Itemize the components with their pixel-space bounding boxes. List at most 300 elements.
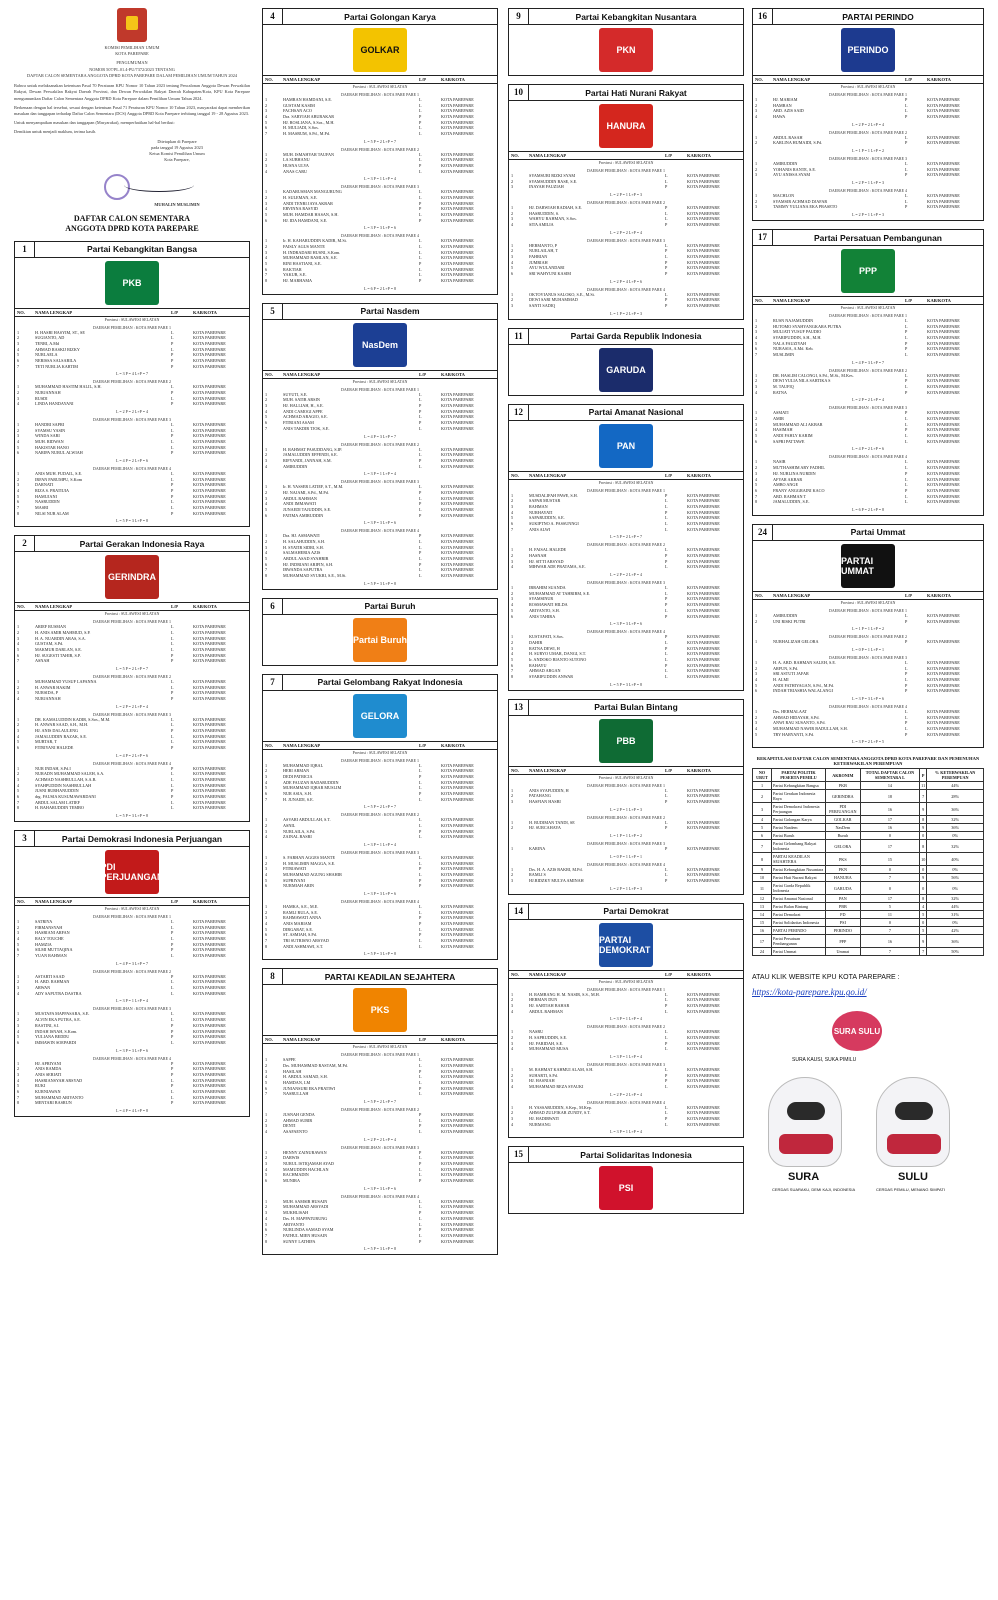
dapil-summary: L = 1 P = 1 L+P = 2 (852, 626, 884, 632)
candidate-name: ASMATI (773, 410, 789, 416)
candidate-name: IRWANDA SAPUTRA (283, 567, 323, 573)
candidate-city: KOTA PAREPARE (927, 639, 960, 645)
recap-cell: 0% (927, 866, 984, 874)
candidate-no: 6 (17, 450, 20, 456)
candidate-city: KOTA PAREPARE (927, 416, 960, 422)
candidate-name: ASTARTI SAAD (35, 973, 65, 979)
dapil-summary: L = 2 P = 2 L+P = 4 (116, 408, 148, 414)
candidate-no: 2 (511, 248, 514, 254)
party-logo-icon: NasDem (353, 323, 407, 367)
candidate-gender: L (665, 793, 668, 799)
candidate-gender: P (419, 489, 422, 495)
candidate-city: KOTA PAREPARE (193, 1094, 226, 1100)
dapil-label: DAERAH PEMILIHAN : KOTA PARE PARE 4 (828, 454, 908, 460)
recap-row (753, 895, 984, 903)
candidate-no: 6 (17, 947, 20, 953)
candidate-city: KOTA PAREPARE (441, 217, 474, 223)
candidate-name: HASIMAH (773, 427, 793, 433)
candidate-name: SILMI MUTTAQINA (35, 947, 73, 953)
candidate-name: RIFYANDI, JANNAH, S.M. (283, 457, 332, 463)
table-header (15, 602, 249, 611)
dapil-summary: L = 3 P = 1 L+P = 4 (610, 1016, 642, 1022)
candidate-no: 6 (17, 794, 20, 800)
candidate-gender: L (905, 725, 908, 731)
dapil-label: DAERAH PEMILIHAN : KOTA PARE PARE 1 (586, 487, 666, 493)
candidate-gender: P (665, 825, 668, 831)
party-slot (14, 830, 250, 1117)
candidate-row (263, 1178, 497, 1184)
candidate-gender: L (419, 1204, 422, 1210)
candidate-name: HUSNA ULVA (283, 163, 309, 169)
candidate-no: 3 (511, 216, 514, 222)
party-slot (262, 8, 498, 295)
candidate-city: KOTA PAREPARE (927, 682, 960, 688)
candidate-no: 2 (265, 397, 268, 403)
candidate-no: 3 (511, 1116, 514, 1121)
candidate-gender: L (419, 926, 422, 932)
recap-row (753, 816, 984, 824)
candidate-no: 2 (17, 389, 20, 395)
candidate-row (263, 883, 497, 889)
table-header (509, 471, 743, 480)
col-city: KAB/KOTA (687, 767, 711, 773)
party-block (508, 903, 744, 1139)
dapil-summary: L = 4 P = 3 L+P = 7 (364, 433, 396, 439)
dapil-summary: L = 0 P = 1 L+P = 1 (610, 853, 642, 859)
candidate-name: NURJANNAH (35, 696, 61, 702)
candidate-gender: L (171, 470, 174, 476)
candidate-no: 3 (265, 163, 268, 169)
dapil-label: DAERAH PEMILIHAN : KOTA PARE PARE 2 (586, 200, 666, 206)
candidate-no: 5 (17, 788, 20, 794)
candidate-name: NURUL ISTIQAMAH AYAD (283, 1161, 334, 1167)
candidate-name: MUSLIMIN (773, 352, 795, 358)
candidate-gender: P (171, 652, 174, 658)
candidate-city: KOTA PAREPARE (193, 799, 226, 805)
candidate-city: KOTA PAREPARE (687, 303, 720, 309)
candidate-city: KOTA PAREPARE (441, 1232, 474, 1238)
candidate-name: HAMRAN HAMDANI, S.E. (283, 97, 332, 102)
candidate-name: NURJANNAH (35, 389, 61, 395)
candidate-city: KOTA PAREPARE (927, 372, 960, 378)
candidate-name: AMIRUDDIN (283, 463, 308, 469)
candidate-city: KOTA PAREPARE (441, 1198, 474, 1204)
party-number: 8 (263, 969, 283, 984)
mascot-sura-sub: CERDAS SUARAKU, DEMI KAJI, INDONESIA (772, 1187, 856, 1193)
candidate-name: DEWI YULIA NILA SARTIKA S (773, 378, 831, 384)
candidate-gender: L (171, 444, 174, 450)
recap-header-cell: TOTAL DAFTAR CALON SEMENTARA L (860, 769, 919, 782)
candidate-name: MUHAMMAD HASTIM HALIL, S.H. (35, 384, 102, 390)
candidate-no: 7 (17, 504, 20, 510)
candidate-no: 5 (17, 352, 20, 358)
col-name: NAMA LENGKAP (35, 309, 73, 315)
candidate-gender: L (665, 242, 668, 248)
recap-row (753, 919, 984, 927)
candidate-gender: L (419, 102, 422, 108)
candidate-city: KOTA PAREPARE (687, 1008, 720, 1014)
candidate-name: SAPAR MUSTAR (529, 498, 561, 504)
candidate-city: KOTA PAREPARE (193, 629, 226, 635)
party-number: 7 (263, 675, 283, 690)
candidate-gender: L (171, 1011, 174, 1017)
candidate-no: 7 (265, 1091, 268, 1097)
candidate-gender: P (665, 509, 668, 515)
col-city: KAB/KOTA (687, 153, 711, 158)
candidate-name: NASRUDDIN (35, 499, 60, 505)
col-name: NAMA LENGKAP (529, 767, 567, 773)
candidate-gender: P (665, 1116, 668, 1121)
candidate-gender: L (419, 779, 422, 785)
candidate-gender: L (419, 822, 422, 828)
candidate-gender: L (419, 938, 422, 944)
candidate-city: KOTA PAREPARE (193, 438, 226, 444)
candidate-name: NURLINDA SAMAD SYAM (283, 1227, 334, 1233)
candidate-gender: P (171, 794, 174, 800)
candidate-gender: P (419, 561, 422, 567)
candidate-name: IRFAN PARUMPU, S.Kom (35, 476, 83, 482)
candidate-no: 3 (755, 384, 758, 390)
candidate-city: KOTA PAREPARE (441, 538, 474, 544)
col-city: KAB/KOTA (927, 592, 951, 598)
dapil-label: DAERAH PEMILIHAN : KOTA PARE PARE 4 (92, 1055, 172, 1061)
candidate-name: FRANY ANGGRAINI KACO (773, 487, 825, 493)
candidate-no: 2 (265, 1204, 268, 1210)
candidate-city: KOTA PAREPARE (441, 854, 474, 860)
candidate-city: KOTA PAREPARE (687, 1078, 720, 1084)
candidate-name: HASRIANSYAH ARSYAD (35, 1077, 83, 1083)
candidate-name: YOHANIS RANTE, S.E. (773, 166, 816, 172)
candidate-gender: P (665, 205, 668, 211)
candidate-city: KOTA PAREPARE (441, 1123, 474, 1129)
party-name: Partai Garda Republik Indonesia (570, 331, 702, 342)
candidate-gender: P (171, 745, 174, 751)
dapil-label: DAERAH PEMILIHAN : KOTA PARE PARE 1 (92, 619, 172, 625)
recap-cell: 36% (927, 824, 984, 832)
mascot-sulu-icon (876, 1077, 950, 1167)
candidate-city: KOTA PAREPARE (927, 708, 960, 714)
candidate-gender: P (665, 265, 668, 271)
recap-cell: Partai Solidaritas Indonesia (772, 919, 826, 927)
candidate-gender: L (419, 249, 422, 255)
candidate-name: SUYUTI, S.E. (283, 391, 308, 397)
candidate-no: 6 (265, 125, 268, 131)
candidate-gender: L (665, 991, 668, 997)
dapil-summary: L = 1 P = 1 L+P = 2 (852, 148, 884, 154)
candidate-city: KOTA PAREPARE (441, 408, 474, 414)
dapil-label: DAERAH PEMILIHAN : KOTA PARE PARE 1 (828, 607, 908, 613)
candidate-no: 3 (265, 249, 268, 255)
col-no: NO. (511, 767, 519, 773)
candidate-city: KOTA PAREPARE (441, 1117, 474, 1123)
candidate-gender: L (419, 212, 422, 218)
paragraph-1: Bahwa untuk melaksanakan ketentuan Pasal 70 Peraturan KPU Nomor 10 Tahun 2023 tentang Pencalonan Anggota Dewan Perwakilan Rakyat, Dewan Perwakilan Rakyat Daerah Provinsi, dan Dewan Perwakilan Rakyat Daerah Kabupaten/Kota, KPU Kota Parepare mengumumkan Daftar Calon Sementara Anggota DPRD Kota Parepare dalam Pemilihan Umum Tahun 2024. (14, 83, 250, 101)
col-lp: L/P (419, 77, 427, 82)
candidate-gender: L (419, 762, 422, 768)
candidate-gender: L (419, 484, 422, 490)
candidate-no: 3 (265, 200, 268, 206)
candidate-gender: P (665, 248, 668, 254)
candidate-city: KOTA PAREPARE (441, 1221, 474, 1227)
candidate-name: H. ANWAR SAAD, S.H., M.H. (35, 722, 89, 728)
candidate-name: HJ. MARHAMA (283, 278, 313, 284)
party-slot (752, 229, 984, 516)
candidate-row (753, 204, 983, 210)
candidate-gender: L (419, 108, 422, 114)
recap-cell: Partai Demokrasi Indonesia Perjuangan (772, 803, 826, 816)
candidate-city: KOTA PAREPARE (441, 926, 474, 932)
candidate-row (753, 114, 983, 120)
party-logo-wrap (753, 25, 983, 75)
candidate-gender: L (665, 526, 668, 532)
candidate-name: NILSI NUR ALAM (35, 510, 69, 516)
dapil-label: DAERAH PEMILIHAN : KOTA PARE PARE 2 (586, 814, 666, 820)
candidate-gender: P (665, 558, 668, 564)
candidate-city: KOTA PAREPARE (927, 499, 960, 505)
col-name: NAMA LENGKAP (773, 298, 811, 304)
candidate-gender: L (171, 924, 174, 930)
candidate-gender: L (419, 785, 422, 791)
candidate-no: 2 (17, 335, 20, 341)
party-header (263, 675, 497, 691)
candidate-city: KOTA PAREPARE (687, 793, 720, 799)
col-city: KAB/KOTA (687, 971, 711, 977)
candidate-row (15, 991, 249, 997)
dapil-summary: L = 3 P = 1 L+P = 4 (364, 841, 396, 847)
candidate-name: H. SURYO UMAR, DANGI, S.T. (529, 651, 587, 657)
candidate-gender: L (905, 476, 908, 482)
candidate-no: 5 (265, 506, 268, 512)
dapil-summary: L = 2 P = 2 L+P = 4 (852, 397, 884, 403)
candidate-no: 6 (17, 745, 20, 751)
candidate-no: 4 (755, 476, 758, 482)
candidate-name: RAMLI RULA, S.E. (283, 909, 319, 915)
candidate-gender: L (905, 352, 908, 358)
candidate-city: KOTA PAREPARE (927, 329, 960, 335)
candidate-city: KOTA PAREPARE (193, 493, 226, 499)
party-slot (262, 968, 498, 1255)
col-name: NAMA LENGKAP (529, 472, 567, 478)
candidate-name: NARIPA NURUL ALWIAH (35, 450, 83, 456)
candidate-name: ANIS SYAFUDDIN, H (529, 787, 569, 793)
party-block (262, 8, 498, 295)
candidate-city: KOTA PAREPARE (687, 558, 720, 564)
candidate-name: RATNA DEWI, H (529, 645, 560, 651)
candidate-no: 3 (755, 204, 758, 210)
candidate-name: Drs. MUHAMMAD RASTAM, M.Pd. (283, 1063, 348, 1069)
candidate-city: KOTA PAREPARE (687, 291, 720, 297)
candidate-name: ASAFAENTO (283, 1129, 308, 1135)
candidate-city: KOTA PAREPARE (687, 1072, 720, 1078)
candidate-gender: L (665, 607, 668, 613)
announcement (14, 8, 250, 208)
candidate-gender: L (171, 635, 174, 641)
candidate-city: KOTA PAREPARE (193, 624, 226, 630)
candidate-no: 1 (265, 97, 268, 102)
candidate-no: 1 (755, 612, 758, 618)
dapil-label: DAERAH PEMILIHAN : KOTA PARE PARE 1 (92, 914, 172, 920)
recap-cell: PARTAI KEADILAN SEJAHTERA (772, 853, 826, 866)
candidate-name: MUH. RIDWAN (35, 438, 64, 444)
candidate-no: 3 (265, 828, 268, 834)
website-link[interactable]: https://kota-parepare.kpu.go.id/ (752, 987, 867, 998)
document-title: DAFTAR CALON SEMENTARA ANGGOTA DPRD KOTA PAREPARE (65, 213, 199, 234)
candidate-no: 5 (265, 1172, 268, 1178)
candidate-name: DR. KAMALUDDIN KADIR, S.Sos., M.M. (35, 716, 111, 722)
candidate-name: H. ABDUL SAMAD, S.H. (283, 1074, 328, 1080)
agency-name: KOMISI PEMILIHAN UMUM KOTA PAREPARE (104, 45, 160, 57)
party-number: 10 (509, 85, 529, 100)
candidate-row (753, 390, 983, 396)
party-number: 17 (753, 230, 773, 245)
candidate-city: KOTA PAREPARE (441, 261, 474, 267)
candidate-name: NALA FAUZIYAH (773, 340, 807, 346)
candidate-gender: P (665, 184, 668, 190)
kpu-logo-icon (117, 8, 147, 42)
candidate-name: RUKI (35, 1083, 46, 1089)
candidate-gender: L (419, 538, 422, 544)
dapil-summary: L = 2 P = 2 L+P = 4 (610, 572, 642, 578)
candidate-no: 8 (511, 673, 514, 679)
candidate-no: 4 (265, 1166, 268, 1172)
party-number: 1 (15, 242, 35, 257)
candidate-gender: P (171, 1100, 174, 1106)
candidate-city: KOTA PAREPARE (927, 487, 960, 493)
dapil-label: DAERAH PEMILIHAN : KOTA PARE PARE 1 (340, 1052, 420, 1058)
table-header (15, 897, 249, 906)
candidate-name: HJ. ROSLIANA, S.Sos., M.H. (283, 119, 335, 125)
candidate-name: NURMANG (529, 1121, 551, 1127)
recap-cell: 3 (753, 803, 772, 816)
candidate-city: KOTA PAREPARE (927, 204, 960, 210)
candidate-no: 4 (265, 168, 268, 174)
recap-cell: PPP (825, 935, 860, 948)
candidate-name: ANAS CARU (283, 168, 308, 174)
candidate-city: KOTA PAREPARE (687, 216, 720, 222)
candidate-name: M. RAHMAT KAHMUI ALAM, S.H. (529, 1066, 594, 1072)
candidate-city: KOTA PAREPARE (441, 796, 474, 802)
candidate-gender: P (665, 662, 668, 668)
candidate-name: GUSTAM KASIM (283, 102, 315, 108)
candidate-no: 2 (755, 665, 758, 671)
candidate-gender: P (171, 357, 174, 363)
candidate-name: ASVARI ABDULLAH, S.T. (283, 817, 331, 823)
col-name: NAMA LENGKAP (283, 742, 321, 748)
candidate-gender: L (665, 590, 668, 596)
candidate-name: ACHMAD NASHRULLAH, S.A.B. (35, 777, 97, 783)
recap-cell: 9 (920, 824, 927, 832)
dapil-label: DAERAH PEMILIHAN : KOTA PARE PARE 4 (340, 1193, 420, 1199)
party-logo-icon: PPP (841, 249, 895, 293)
candidate-no: 7 (265, 131, 268, 137)
candidate-name: AHMAD RASKIJ RIZKY (35, 346, 80, 352)
candidate-name: ALVIN EKA PUTRA, S.E. (35, 1017, 81, 1023)
recap-row (753, 866, 984, 874)
recap-cell: 42% (927, 927, 984, 935)
candidate-name: YAKUB, S.E. (283, 272, 307, 278)
candidate-gender: L (419, 506, 422, 512)
col-no: NO. (511, 472, 519, 478)
candidate-name: AYU ANISSA SYAM (773, 172, 811, 178)
candidate-no: 7 (265, 272, 268, 278)
candidate-name: HANDRI SAPRI (35, 421, 65, 427)
candidate-name: DARWIS (283, 1155, 300, 1161)
candidate-no: 1 (755, 134, 758, 140)
party-name: PARTAI PERINDO (842, 11, 914, 22)
candidate-no: 1 (265, 1149, 268, 1155)
candidate-no: 5 (265, 555, 268, 561)
candidate-city: KOTA PAREPARE (441, 1215, 474, 1221)
candidate-city: KOTA PAREPARE (441, 872, 474, 877)
candidate-name: SRI ASTUTI JAFAR (773, 671, 809, 677)
candidate-gender: P (419, 550, 422, 556)
col-no: NO. (265, 1037, 273, 1043)
dapil-summary: L = 5 P = 2 L+P = 7 (364, 804, 396, 810)
candidate-name: PATAHANG (529, 793, 551, 799)
candidate-no: 4 (17, 401, 20, 407)
candidate-gender: L (419, 452, 422, 458)
party-block (508, 84, 744, 320)
recap-row (753, 935, 984, 948)
candidate-city: KOTA PAREPARE (687, 498, 720, 504)
candidate-no: 5 (511, 265, 514, 271)
recap-row (753, 903, 984, 911)
candidate-no: 1 (265, 1112, 268, 1118)
candidate-no: 3 (17, 1071, 20, 1077)
candidate-city: KOTA PAREPARE (927, 493, 960, 499)
candidate-city: KOTA PAREPARE (927, 389, 960, 395)
candidate-no: 4 (17, 782, 20, 788)
candidate-gender: L (905, 318, 908, 324)
candidate-no: 4 (265, 1129, 268, 1135)
candidate-name: H. MASRUM, S.Pd., M.Pd. (283, 131, 331, 137)
candidate-no: 2 (265, 157, 268, 163)
candidate-city: KOTA PAREPARE (193, 1066, 226, 1072)
party-header (15, 831, 249, 847)
candidate-no: 6 (265, 790, 268, 796)
candidate-name: H. HASBI HASYIM, ST., SE (35, 329, 85, 335)
candidate-row (263, 573, 497, 579)
candidate-name: H. SULEMAN, S.E. (283, 195, 318, 201)
dapil-label: DAERAH PEMILIHAN : KOTA PARE PARE 3 (828, 654, 908, 660)
recap-cell: 0% (927, 919, 984, 927)
recap-cell: 5 (753, 824, 772, 832)
candidate-name: WAHYU RAHMAN, S.Sos. (529, 216, 577, 222)
candidate-city: KOTA PAREPARE (193, 733, 226, 739)
candidate-gender: P (905, 172, 908, 178)
recap-body (753, 782, 984, 956)
candidate-name: YUAN RAHMAN (35, 953, 67, 959)
candidate-city: KOTA PAREPARE (193, 739, 226, 745)
candidate-city: KOTA PAREPARE (441, 457, 474, 463)
candidate-gender: L (171, 771, 174, 777)
candidate-no: 6 (511, 271, 514, 277)
recap-cell: 36% (927, 935, 984, 948)
candidate-no: 2 (17, 771, 20, 777)
candidate-no: 7 (17, 799, 20, 805)
candidate-name: INDAH ISNAH, S.Kom. (35, 1028, 78, 1034)
candidate-gender: L (665, 1110, 668, 1116)
candidate-city: KOTA PAREPARE (193, 985, 226, 991)
candidate-city: KOTA PAREPARE (927, 671, 960, 677)
party-name: Partai Demokrat (603, 906, 669, 917)
candidate-city: KOTA PAREPARE (441, 495, 474, 501)
candidate-no: 6 (265, 1178, 268, 1184)
candidate-gender: L (419, 872, 422, 877)
candidate-no: 1 (265, 1198, 268, 1204)
col-no: NO. (755, 298, 763, 304)
candidate-no: 4 (511, 651, 514, 657)
